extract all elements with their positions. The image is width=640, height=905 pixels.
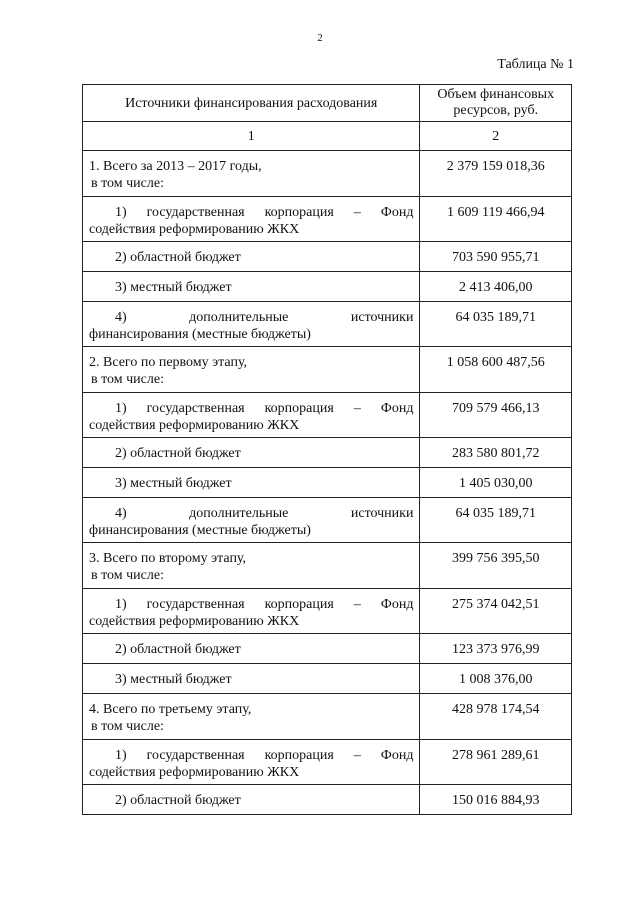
row-label-word: корпорация — [264, 205, 334, 220]
row-label-line1: 4. Всего по третьему этапу, — [89, 702, 252, 717]
row-label-word: Фонд — [380, 597, 414, 612]
row-label-word: – — [353, 748, 361, 763]
row-amount: 1 058 600 487,56 — [420, 347, 572, 393]
row-amount: 2 379 159 018,36 — [420, 151, 572, 197]
row-label-word: корпорация — [264, 748, 334, 763]
row-label-word: источники — [350, 506, 414, 521]
row-amount: 709 579 466,13 — [420, 393, 572, 438]
table-caption: Таблица № 1 — [497, 57, 574, 72]
row-label-line1: 3. Всего по второму этапу, — [89, 551, 247, 566]
row-label-line2: в том числе: — [91, 176, 164, 191]
row-amount: 1 405 030,00 — [420, 468, 572, 498]
table-row — [83, 589, 572, 634]
row-label-word: источники — [350, 310, 414, 325]
column-number-1: 1 — [83, 122, 420, 151]
row-label-line1 — [89, 309, 413, 326]
header-amount-line1: Объем финансовых — [437, 87, 555, 102]
row-label-line2: финансирования (местные бюджеты) — [89, 327, 311, 342]
row-sub-label: 3) местный бюджет — [83, 272, 420, 302]
row-sub-label — [83, 302, 420, 347]
row-amount: 703 590 955,71 — [420, 242, 572, 272]
table-row — [83, 498, 572, 543]
row-amount: 64 035 189,71 — [420, 498, 572, 543]
row-label-word: корпорация — [264, 597, 334, 612]
row-label-word: корпорация — [264, 401, 334, 416]
row-total-label — [83, 347, 420, 393]
row-amount: 399 756 395,50 — [420, 543, 572, 589]
row-sub-label: 2) областной бюджет — [83, 242, 420, 272]
table-row — [83, 242, 572, 272]
row-label-word: 1) — [115, 205, 127, 220]
row-sub-label — [83, 197, 420, 242]
page-number: 2 — [317, 32, 323, 44]
table-body — [83, 151, 572, 815]
table-header-row — [83, 85, 572, 122]
table-row — [83, 694, 572, 740]
row-amount: 123 373 976,99 — [420, 634, 572, 664]
row-amount: 1 008 376,00 — [420, 664, 572, 694]
row-amount: 150 016 884,93 — [420, 785, 572, 815]
row-label-line2: содействия реформированию ЖКХ — [89, 222, 300, 237]
row-amount: 1 609 119 466,94 — [420, 197, 572, 242]
row-label-word: – — [353, 597, 361, 612]
row-label-word: – — [353, 401, 361, 416]
row-amount: 283 580 801,72 — [420, 438, 572, 468]
row-amount: 64 035 189,71 — [420, 302, 572, 347]
row-label-line2: содействия реформированию ЖКХ — [89, 418, 300, 433]
row-label-word: 1) — [115, 597, 127, 612]
header-amount-line2: ресурсов, руб. — [453, 103, 539, 118]
row-sub-label: 3) местный бюджет — [83, 664, 420, 694]
row-sub-label: 2) областной бюджет — [83, 438, 420, 468]
table-row — [83, 634, 572, 664]
row-sub-label: 3) местный бюджет — [83, 468, 420, 498]
row-label-word: дополнительные — [189, 506, 289, 521]
row-amount: 278 961 289,61 — [420, 740, 572, 785]
row-sub-label — [83, 740, 420, 785]
table-row — [83, 785, 572, 815]
row-sub-label: 2) областной бюджет — [83, 634, 420, 664]
header-amount — [420, 85, 572, 122]
row-label-word: государственная — [146, 401, 245, 416]
row-sub-label — [83, 393, 420, 438]
row-sub-label — [83, 589, 420, 634]
table-row — [83, 393, 572, 438]
row-label-line2: финансирования (местные бюджеты) — [89, 523, 311, 538]
table-row — [83, 740, 572, 785]
table-row — [83, 347, 572, 393]
table-row — [83, 438, 572, 468]
column-number-2: 2 — [420, 122, 572, 151]
row-label-word: 4) — [115, 310, 127, 325]
row-label-line2: содействия реформированию ЖКХ — [89, 765, 300, 780]
table-row — [83, 151, 572, 197]
row-label-line2: в том числе: — [91, 568, 164, 583]
row-label-line1 — [89, 400, 413, 417]
row-amount: 275 374 042,51 — [420, 589, 572, 634]
row-label-line1: 2. Всего по первому этапу, — [89, 355, 248, 370]
row-label-line1: 1. Всего за 2013 – 2017 годы, — [89, 159, 262, 174]
header-source: Источники финансирования расходования — [83, 85, 420, 122]
row-label-word: Фонд — [380, 205, 414, 220]
row-total-label — [83, 694, 420, 740]
row-label-word: 1) — [115, 401, 127, 416]
table-row — [83, 197, 572, 242]
row-label-word: Фонд — [380, 748, 414, 763]
row-label-word: 4) — [115, 506, 127, 521]
row-amount: 2 413 406,00 — [420, 272, 572, 302]
table-row — [83, 468, 572, 498]
row-label-line2: в том числе: — [91, 719, 164, 734]
row-label-line2: содействия реформированию ЖКХ — [89, 614, 300, 629]
row-total-label — [83, 543, 420, 589]
row-sub-label: 2) областной бюджет — [83, 785, 420, 815]
row-label-line1 — [89, 204, 413, 221]
row-label-word: государственная — [146, 205, 245, 220]
row-label-word: – — [353, 205, 361, 220]
row-label-word: дополнительные — [189, 310, 289, 325]
table-row — [83, 272, 572, 302]
financing-table — [82, 84, 572, 815]
row-total-label — [83, 151, 420, 197]
row-label-word: Фонд — [380, 401, 414, 416]
row-label-word: государственная — [146, 597, 245, 612]
table-row — [83, 543, 572, 589]
table-row — [83, 302, 572, 347]
row-label-line2: в том числе: — [91, 372, 164, 387]
row-label-line1 — [89, 505, 413, 522]
row-label-word: государственная — [146, 748, 245, 763]
table-row — [83, 664, 572, 694]
row-sub-label — [83, 498, 420, 543]
row-label-word: 1) — [115, 748, 127, 763]
row-label-line1 — [89, 747, 413, 764]
row-amount: 428 978 174,54 — [420, 694, 572, 740]
row-label-line1 — [89, 596, 413, 613]
column-number-row — [83, 122, 572, 151]
